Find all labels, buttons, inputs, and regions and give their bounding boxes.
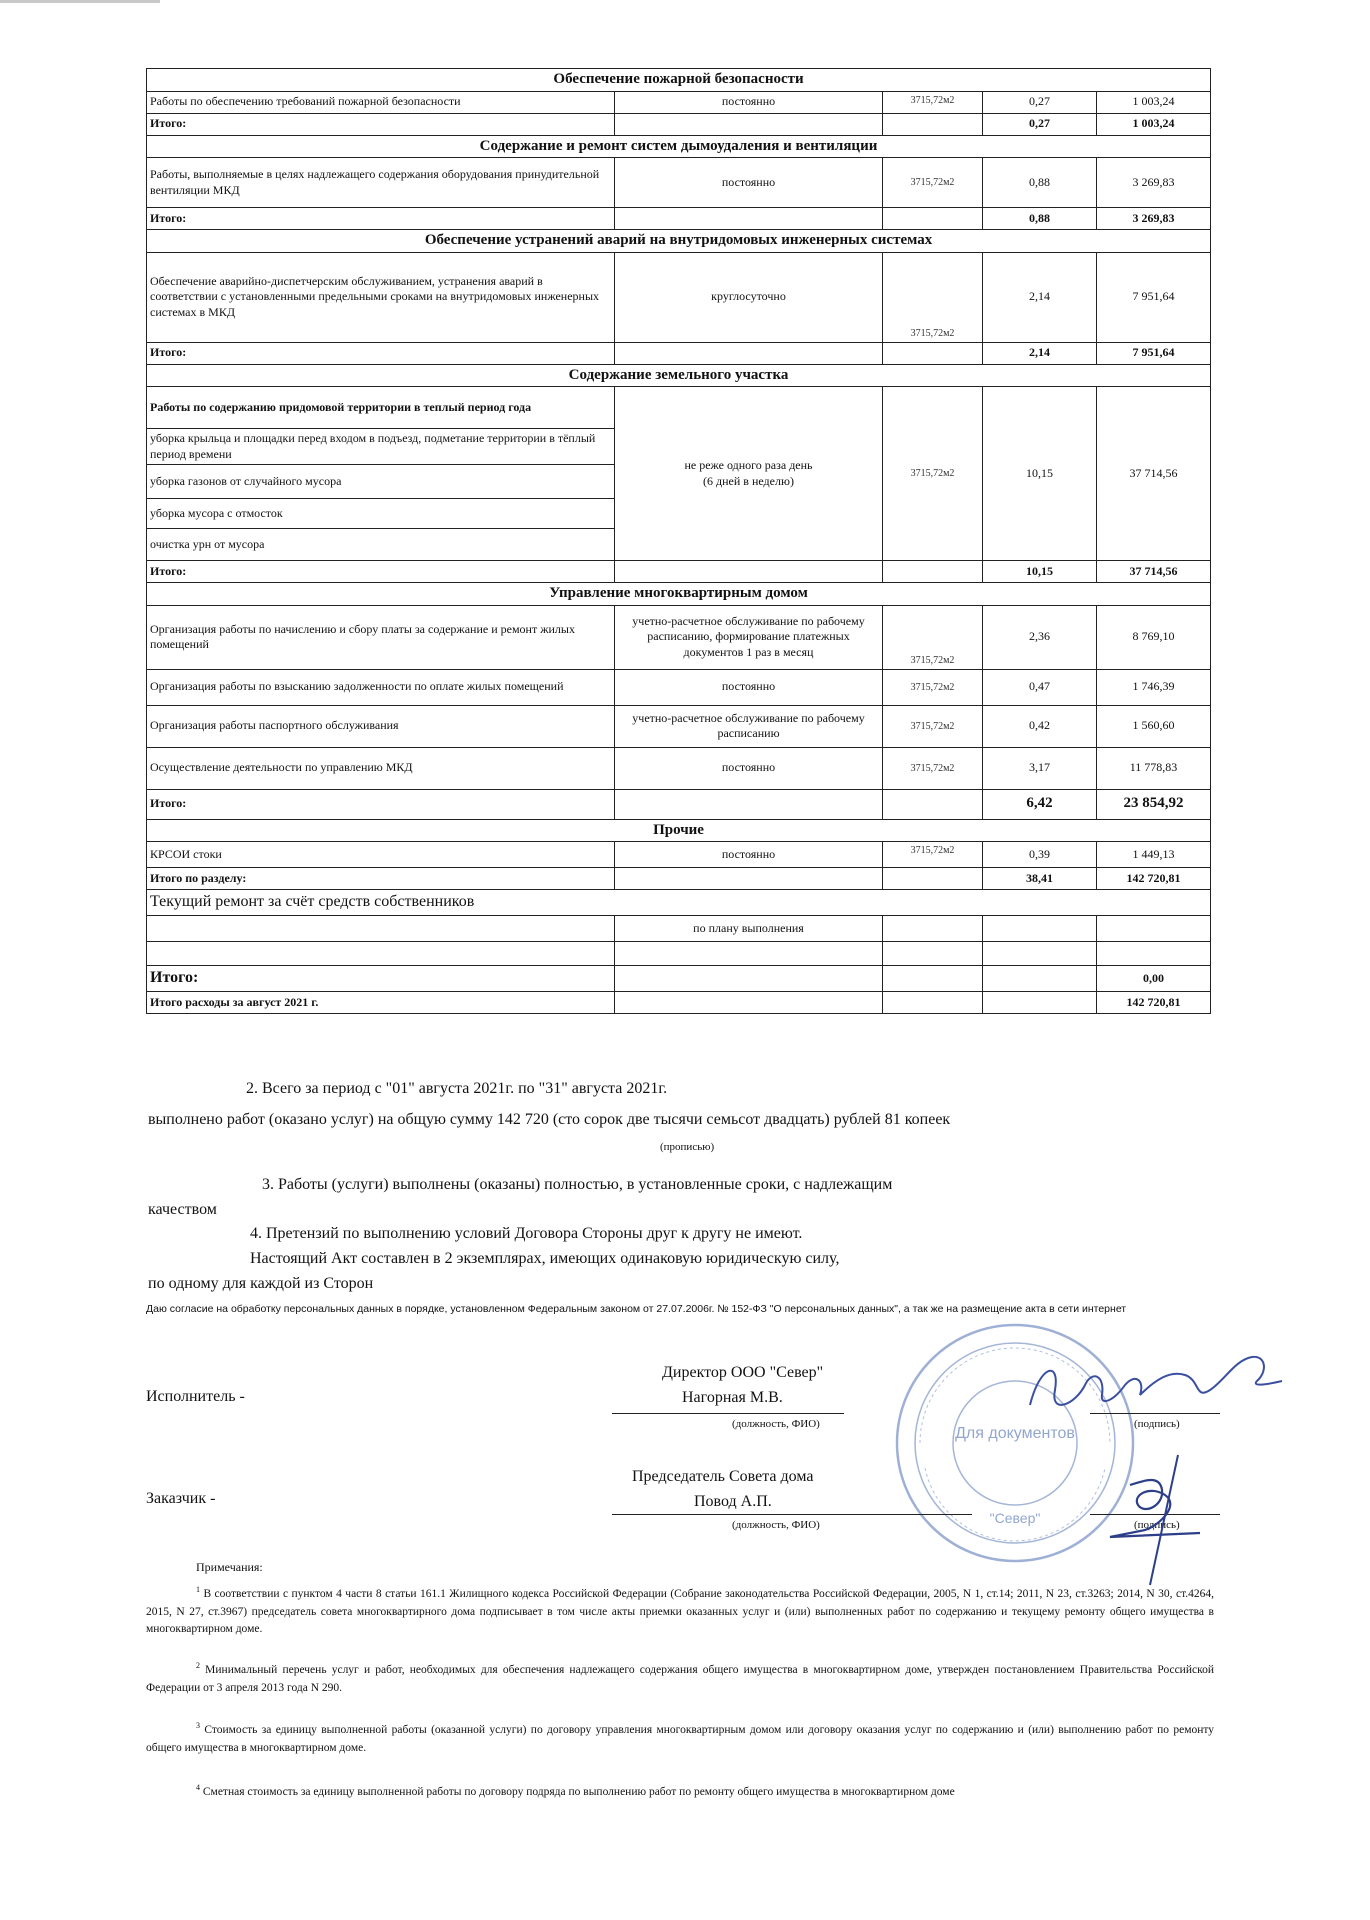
total-rate: 0,88 xyxy=(983,208,1097,230)
total-rate: 6,42 xyxy=(983,789,1097,819)
service-rate: 0,88 xyxy=(983,158,1097,208)
total-rate: 2,14 xyxy=(983,342,1097,364)
customer-fio-hint: (должность, ФИО) xyxy=(732,1519,820,1531)
service-frequency: постоянно xyxy=(615,158,883,208)
empty-cell xyxy=(883,789,983,819)
customer-role: Заказчик - xyxy=(146,1490,216,1507)
section-total-amount: 142 720,81 xyxy=(1097,868,1211,890)
period-paragraph-line1: 2. Всего за период с "01" августа 2021г. по "31" августа 2021г. xyxy=(246,1080,668,1097)
service-name: КРСОИ стоки xyxy=(147,842,615,868)
empty-cell xyxy=(615,342,883,364)
service-name: Осуществление деятельности по управлению МКД xyxy=(147,747,615,789)
grand-total-label: Итого расходы за август 2021 г. xyxy=(147,992,615,1014)
empty-cell xyxy=(883,561,983,583)
executor-name: Нагорная М.В. xyxy=(682,1389,783,1406)
service-area: 3715,72м2 xyxy=(883,91,983,113)
land-works-heading: Работы по содержанию придомовой территории в теплый период года xyxy=(147,387,615,429)
total-amount: 37 714,56 xyxy=(1097,561,1211,583)
service-name: Работы, выполняемые в целях надлежащего содержания оборудования принудительной вентиляции МКД xyxy=(147,158,615,208)
total-row xyxy=(147,789,1211,819)
empty-cell xyxy=(883,113,983,135)
empty-cell xyxy=(983,992,1097,1014)
service-amount: 11 778,83 xyxy=(1097,747,1211,789)
empty-cell xyxy=(1097,942,1211,966)
service-frequency: учетно-расчетное обслуживание по рабочему расписанию xyxy=(615,705,883,747)
land-amount: 37 714,56 xyxy=(1097,387,1211,561)
section-title: Содержание земельного участка xyxy=(147,364,1211,387)
note-1-text: В соответствии с пунктом 4 части 8 статьи 161.1 Жилищного кодекса Российской Федерации (Собрание законодательства Российской Федерации, 2005, N 1, ст.14; 2011, N 23, ст.3263; 2014, N 30, ст.4264, 2015, N 27, ст.3967) председатель совета многоквартирного дома подписывает в том числе акты приемки оказанных услуг и (или) выполненных работ по содержанию и текущему ремонту общего имущества в многоквартирном доме. xyxy=(146,1587,1214,1636)
service-rate: 2,14 xyxy=(983,252,1097,342)
land-frequency-line2: (6 дней в неделю) xyxy=(703,473,794,488)
service-rate: 0,47 xyxy=(983,669,1097,705)
land-frequency xyxy=(615,387,883,561)
repair-plan: по плану выполнения xyxy=(615,916,883,942)
executor-role: Исполнитель - xyxy=(146,1388,245,1405)
empty-cell xyxy=(615,992,883,1014)
service-area: 3715,72м2 xyxy=(883,252,983,342)
service-name: Организация работы по начислению и сбору платы за содержание и ремонт жилых помещений xyxy=(147,605,615,669)
seal-organization: "Север" xyxy=(989,1510,1041,1526)
empty-cell xyxy=(883,916,983,942)
note-2-text: Минимальный перечень услуг и работ, необходимых для обеспечения надлежащего содержания общего имущества в многоквартирном доме, утвержден постановлением Правительства Российской Федерации от 3 апреля 2013 года N 290. xyxy=(146,1663,1215,1694)
total-rate: 10,15 xyxy=(983,561,1097,583)
total-label: Итого: xyxy=(147,789,615,819)
table-row xyxy=(147,158,1211,208)
total-row xyxy=(147,966,1211,992)
service-frequency: постоянно xyxy=(615,747,883,789)
note-2-mark: 2 xyxy=(196,1661,200,1670)
total-amount: 7 951,64 xyxy=(1097,342,1211,364)
period-paragraph-line2: выполнено работ (оказано услуг) на общую сумму 142 720 (сто сорок две тысячи семьсот двадцать) рублей 81 копеек xyxy=(148,1111,951,1128)
service-name: Обеспечение аварийно-диспетчерским обслуживанием, устранения аварий в соответствии с установленными предельными сроками на внутридомовых инженерных системах в МКД xyxy=(147,252,615,342)
section-emergency-header xyxy=(147,230,1211,253)
note-3-text: Стоимость за единицу выполненной работы (оказанной услуги) по договору управления многоквартирным домом или договору оказания услуг по содержанию и (или) выполнению работ по ремонту общего имущества в многоквартирном доме. xyxy=(146,1723,1215,1754)
service-amount: 1 449,13 xyxy=(1097,842,1211,868)
empty-cell xyxy=(883,868,983,890)
service-frequency: постоянно xyxy=(615,669,883,705)
copies-paragraph-line2: по одному для каждой из Сторон xyxy=(148,1275,374,1292)
service-frequency: учетно-расчетное обслуживание по рабочему расписанию, формирование платежных документов 1 раз в месяц xyxy=(615,605,883,669)
service-name: Работы по обеспечению требований пожарной безопасности xyxy=(147,91,615,113)
empty-cell xyxy=(615,942,883,966)
executor-sign-hint: (подпись) xyxy=(1134,1418,1180,1430)
note-1-mark: 1 xyxy=(196,1585,200,1594)
land-item: уборка газонов от случайного мусора xyxy=(147,465,615,499)
section-smoke-header xyxy=(147,135,1211,158)
section-title: Обеспечение устранений аварий на внутридомовых инженерных системах xyxy=(147,230,1211,253)
service-area: 3715,72м2 xyxy=(883,842,983,868)
section-title: Управление многоквартирным домом xyxy=(147,583,1211,606)
consent-text: Даю согласие на обработку персональных данных в порядке, установленном Федеральным законом от 27.07.2006г. № 152-ФЗ "О персональных данных", а так же на размещение акта в сети интернет xyxy=(146,1303,1127,1315)
total-label: Итого: xyxy=(147,966,615,992)
total-row xyxy=(147,113,1211,135)
empty-cell xyxy=(883,208,983,230)
service-area: 3715,72м2 xyxy=(883,705,983,747)
total-amount: 3 269,83 xyxy=(1097,208,1211,230)
empty-cell xyxy=(983,942,1097,966)
total-label: Итого: xyxy=(147,208,615,230)
empty-cell xyxy=(615,966,883,992)
in-words-hint: (прописью) xyxy=(660,1141,715,1153)
table-row xyxy=(147,842,1211,868)
note-3-mark: 3 xyxy=(196,1721,200,1730)
service-area: 3715,72м2 xyxy=(883,747,983,789)
table-row xyxy=(147,91,1211,113)
section-total-rate: 38,41 xyxy=(983,868,1097,890)
table-row xyxy=(147,387,1211,429)
section-management-header xyxy=(147,583,1211,606)
total-label: Итого: xyxy=(147,342,615,364)
empty-cell xyxy=(983,966,1097,992)
quality-paragraph-line1: 3. Работы (услуги) выполнены (оказаны) полностью, в установленные сроки, с надлежащим xyxy=(262,1176,893,1193)
empty-cell xyxy=(883,966,983,992)
total-amount: 23 854,92 xyxy=(1097,789,1211,819)
empty-cell xyxy=(615,868,883,890)
empty-cell xyxy=(615,113,883,135)
total-amount: 0,00 xyxy=(1097,966,1211,992)
service-amount: 1 746,39 xyxy=(1097,669,1211,705)
service-amount: 1 560,60 xyxy=(1097,705,1211,747)
customer-sign-hint: (подпись) xyxy=(1134,1519,1180,1531)
section-title: Обеспечение пожарной безопасности xyxy=(147,69,1211,92)
service-rate: 2,36 xyxy=(983,605,1097,669)
total-amount: 1 003,24 xyxy=(1097,113,1211,135)
table-row xyxy=(147,942,1211,966)
executor-position: Директор ООО "Север" xyxy=(662,1364,824,1381)
note-2 xyxy=(146,1660,1214,1697)
total-row xyxy=(147,342,1211,364)
empty-cell xyxy=(147,916,615,942)
note-1 xyxy=(146,1584,1214,1639)
note-4-text: Сметная стоимость за единицу выполненной работы по договору подряда по выполнению работ по ремонту общего имущества в многоквартирном доме xyxy=(202,1785,955,1798)
service-frequency: постоянно xyxy=(615,91,883,113)
empty-cell xyxy=(615,789,883,819)
land-frequency-line1: не реже одного раза день xyxy=(684,458,813,472)
claims-paragraph: 4. Претензий по выполнению условий Договора Стороны друг к другу не имеют. xyxy=(250,1225,803,1242)
grand-total-amount: 142 720,81 xyxy=(1097,992,1211,1014)
section-other-header xyxy=(147,819,1211,842)
empty-cell xyxy=(1097,916,1211,942)
total-rate: 0,27 xyxy=(983,113,1097,135)
total-row xyxy=(147,208,1211,230)
service-area: 3715,72м2 xyxy=(883,669,983,705)
scan-edge-mark xyxy=(0,0,160,3)
total-row xyxy=(147,561,1211,583)
table-row xyxy=(147,747,1211,789)
section-title: Прочие xyxy=(147,819,1211,842)
empty-cell xyxy=(883,342,983,364)
note-4 xyxy=(146,1782,1214,1802)
total-label: Итого: xyxy=(147,561,615,583)
executor-signature xyxy=(1020,1345,1290,1425)
service-rate: 0,39 xyxy=(983,842,1097,868)
service-rate: 3,17 xyxy=(983,747,1097,789)
table-row xyxy=(147,916,1211,942)
customer-position: Председатель Совета дома xyxy=(632,1468,814,1485)
empty-cell xyxy=(983,916,1097,942)
copies-paragraph-line1: Настоящий Акт составлен в 2 экземплярах, имеющих одинаковую юридическую силу, xyxy=(250,1250,840,1267)
grand-total-row xyxy=(147,992,1211,1014)
quality-paragraph-line2: качеством xyxy=(148,1201,217,1218)
total-label: Итого: xyxy=(147,113,615,135)
executor-fio-line xyxy=(612,1413,844,1414)
customer-name: Повод А.П. xyxy=(694,1493,772,1510)
empty-cell xyxy=(147,942,615,966)
executor-fio-hint: (должность, ФИО) xyxy=(732,1418,820,1430)
section-repair-header xyxy=(147,890,1211,916)
service-frequency: круглосуточно xyxy=(615,252,883,342)
empty-cell xyxy=(615,208,883,230)
empty-cell xyxy=(883,942,983,966)
service-frequency: постоянно xyxy=(615,842,883,868)
service-name: Организация работы по взысканию задолженности по оплате жилых помещений xyxy=(147,669,615,705)
note-3 xyxy=(146,1720,1214,1757)
service-amount: 8 769,10 xyxy=(1097,605,1211,669)
land-rate: 10,15 xyxy=(983,387,1097,561)
services-table xyxy=(146,68,1211,1014)
land-item: уборка крыльца и площадки перед входом в подъезд, подметание территории в тёплый период времени xyxy=(147,429,615,465)
section-title: Текущий ремонт за счёт средств собственников xyxy=(147,890,1211,916)
service-area: 3715,72м2 xyxy=(883,605,983,669)
land-item: очистка урн от мусора xyxy=(147,529,615,561)
service-amount: 3 269,83 xyxy=(1097,158,1211,208)
note-4-mark: 4 xyxy=(196,1783,200,1792)
service-rate: 0,42 xyxy=(983,705,1097,747)
section-total-label: Итого по разделу: xyxy=(147,868,615,890)
land-item: уборка мусора с отмосток xyxy=(147,499,615,529)
seal-text: Для документов xyxy=(955,1425,1075,1442)
section-total-row xyxy=(147,868,1211,890)
service-name: Организация работы паспортного обслуживания xyxy=(147,705,615,747)
empty-cell xyxy=(883,992,983,1014)
empty-cell xyxy=(615,561,883,583)
service-area: 3715,72м2 xyxy=(883,158,983,208)
service-amount: 1 003,24 xyxy=(1097,91,1211,113)
section-fire-header xyxy=(147,69,1211,92)
table-row xyxy=(147,705,1211,747)
land-area: 3715,72м2 xyxy=(883,387,983,561)
table-row xyxy=(147,252,1211,342)
service-rate: 0,27 xyxy=(983,91,1097,113)
notes-title: Примечания: xyxy=(196,1560,263,1574)
service-amount: 7 951,64 xyxy=(1097,252,1211,342)
table-row xyxy=(147,605,1211,669)
customer-signature xyxy=(1090,1445,1230,1595)
section-title: Содержание и ремонт систем дымоудаления и вентиляции xyxy=(147,135,1211,158)
section-land-header xyxy=(147,364,1211,387)
customer-fio-line xyxy=(612,1514,972,1515)
table-row xyxy=(147,669,1211,705)
